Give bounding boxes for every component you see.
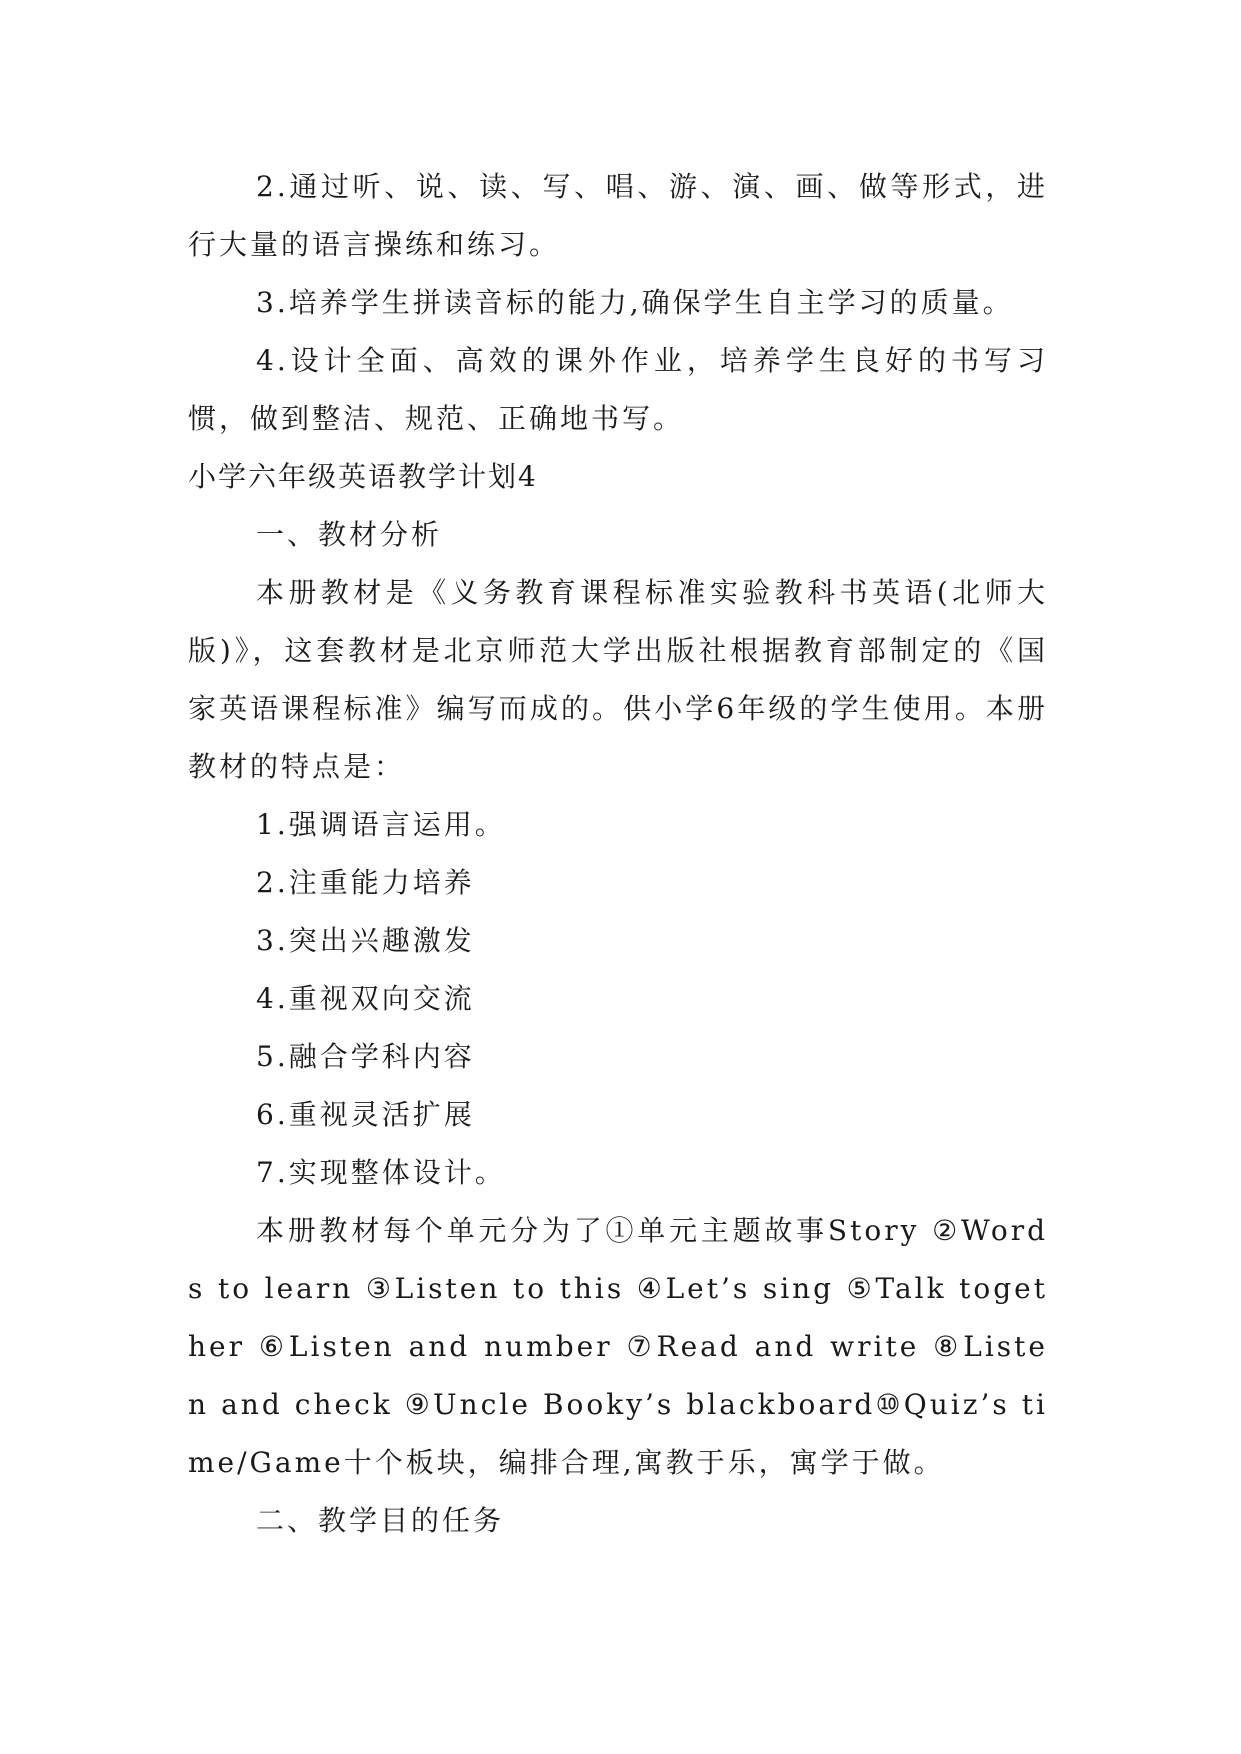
list-item-feature-2: 2.注重能力培养: [256, 866, 475, 899]
list-item-feature-6: 6.重视灵活扩展: [256, 1098, 475, 1131]
list-item-feature-1: 1.强调语言运用。: [256, 808, 506, 841]
paragraph-objective-3: 3.培养学生拼读音标的能力,确保学生自主学习的质量。: [256, 286, 1014, 319]
paragraph-textbook-intro: 本册教材是《义务教育课程标准实验教科书英语(北师大版)》，这套教材是北京师范大学出版社根据教育部制定的《国家英语课程标准》编写而成的。供小学6年级的学生使用。本册教材的特点是：: [188, 576, 1048, 783]
paragraph-unit-structure: 本册教材每个单元分为了①单元主题故事Story ②Words to learn ③Listen to this ④Let’s sing ⑤Talk together ⑥Listen and number ⑦Read and write ⑧Listen and check ⑨Uncle Booky’s blackboard⑩Quiz’s time/Game十个板块，编排合理,寓教于乐，寓学于做。: [188, 1214, 1048, 1479]
heading-textbook-analysis: 一、教材分析: [256, 518, 443, 551]
heading-teaching-objectives: 二、教学目的任务: [256, 1504, 505, 1537]
paragraph-objective-4: 4.设计全面、高效的课外作业，培养学生良好的书写习惯，做到整洁、规范、正确地书写。: [188, 344, 1048, 435]
list-item-feature-4: 4.重视双向交流: [256, 982, 475, 1015]
list-item-feature-7: 7.实现整体设计。: [256, 1156, 506, 1189]
document-body: [188, 158, 1048, 1550]
section-title: 小学六年级英语教学计划4: [188, 460, 538, 493]
list-item-feature-5: 5.融合学科内容: [256, 1040, 475, 1073]
list-item-feature-3: 3.突出兴趣激发: [256, 924, 475, 957]
paragraph-objective-2: 2.通过听、说、读、写、唱、游、演、画、做等形式，进行大量的语言操练和练习。: [188, 170, 1048, 261]
